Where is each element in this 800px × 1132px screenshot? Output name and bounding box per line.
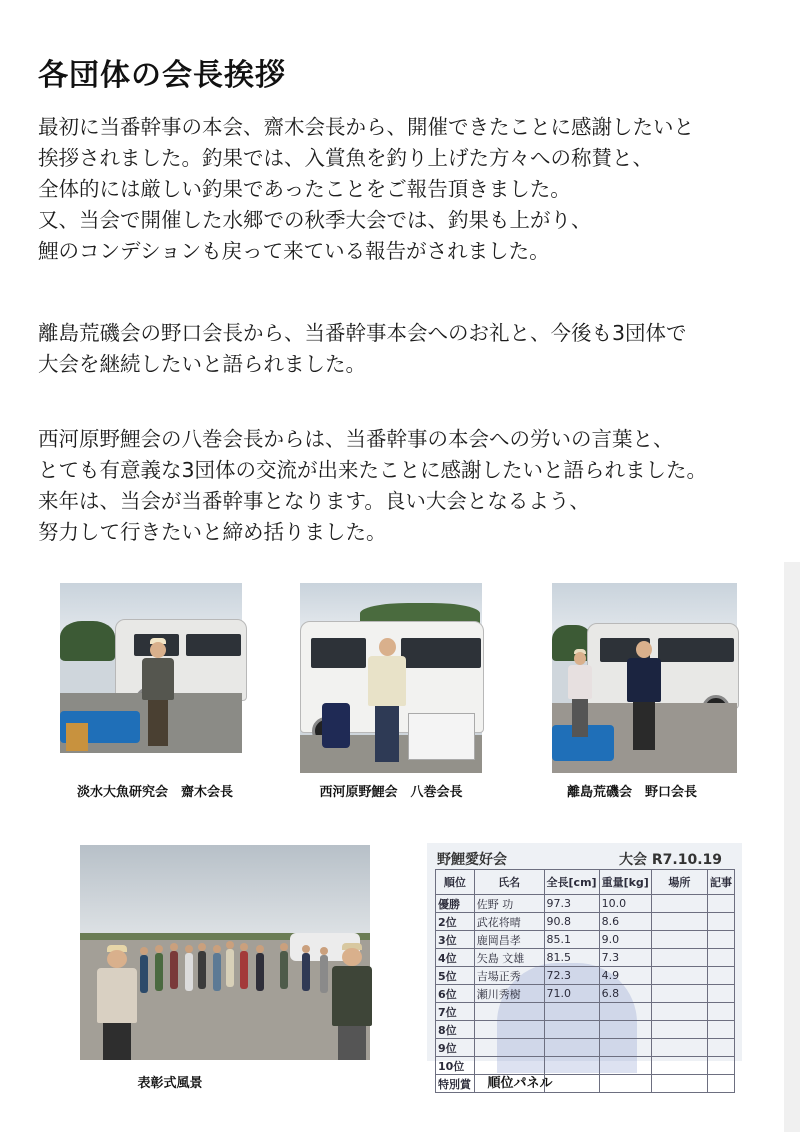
rank-name: 佐野 功	[474, 895, 544, 913]
panel-date: 大会 R7.10.19	[619, 852, 722, 868]
rank-length	[544, 1021, 599, 1039]
rank-place	[651, 895, 707, 913]
rank-name	[474, 1039, 544, 1057]
photo-award-ceremony	[80, 845, 370, 1060]
rank-length	[544, 1003, 599, 1021]
rank-position: 3位	[436, 931, 475, 949]
rank-length: 85.1	[544, 931, 599, 949]
rank-note	[708, 967, 735, 985]
rank-weight	[599, 1039, 651, 1057]
text-line: とても有意義な3団体の交流が出来たことに感謝したいと語られました。	[38, 458, 708, 482]
rank-place	[651, 913, 707, 931]
text-line: 西河原野鯉会の八巻会長からは、当番幹事の本会への労いの言葉と、	[38, 427, 674, 451]
table-row	[436, 985, 735, 1003]
table-row	[436, 931, 735, 949]
rank-position: 4位	[436, 949, 475, 967]
rank-note	[708, 931, 735, 949]
rank-weight	[599, 1075, 651, 1093]
column-header: 氏名	[474, 870, 544, 895]
table-row	[436, 1039, 735, 1057]
rank-length	[544, 1039, 599, 1057]
rank-position: 8位	[436, 1021, 475, 1039]
rank-weight: 10.0	[599, 895, 651, 913]
column-header: 記事	[708, 870, 735, 895]
table-row	[436, 895, 735, 913]
rank-place	[651, 1021, 707, 1039]
text-line: 大会を継続したいと語られました。	[38, 352, 366, 376]
rank-weight: 6.8	[599, 985, 651, 1003]
rank-length: 72.3	[544, 967, 599, 985]
rank-length: 90.8	[544, 913, 599, 931]
rank-place	[651, 1057, 707, 1075]
photo-noguchi-chairman	[552, 583, 737, 773]
rank-name: 矢島 文雄	[474, 949, 544, 967]
rank-position: 7位	[436, 1003, 475, 1021]
rank-note	[708, 895, 735, 913]
rank-note	[708, 913, 735, 931]
rank-length: 81.5	[544, 949, 599, 967]
panel-group-name: 野鯉愛好会	[437, 852, 507, 868]
text-line: 又、当会で開催した水郷での秋季大会では、釣果も上がり、	[38, 208, 592, 232]
table-row	[436, 913, 735, 931]
table-row	[436, 1021, 735, 1039]
ranking-table	[435, 869, 735, 1093]
paragraph-2	[38, 318, 778, 380]
rank-name: 瀬川秀樹	[474, 985, 544, 1003]
photo-caption: 表彰式風景	[137, 1076, 203, 1091]
rank-note	[708, 949, 735, 967]
rank-place	[651, 1039, 707, 1057]
rank-note	[708, 985, 735, 1003]
rank-name	[474, 1021, 544, 1039]
text-line: 努力して行きたいと締め括りました。	[38, 520, 387, 544]
paragraph-3	[38, 424, 778, 548]
rank-weight	[599, 1057, 651, 1075]
rank-place	[651, 985, 707, 1003]
rank-position: 10位	[436, 1057, 475, 1075]
page-edge-shade	[784, 562, 800, 1132]
rank-note	[708, 1021, 735, 1039]
panel-header	[437, 849, 732, 867]
rank-position: 2位	[436, 913, 475, 931]
rank-note	[708, 1057, 735, 1075]
photo-caption: 離島荒磯会 野口会長	[566, 785, 697, 800]
photo-yamaki-chairman	[300, 583, 482, 773]
column-header: 順位	[436, 870, 475, 895]
table-row	[436, 967, 735, 985]
paragraph-1	[38, 112, 778, 267]
rank-weight: 8.6	[599, 913, 651, 931]
text-line: 挨拶されました。釣果では、入賞魚を釣り上げた方々への称賛と、	[38, 146, 653, 170]
rank-weight: 9.0	[599, 931, 651, 949]
rank-name	[474, 1003, 544, 1021]
text-line: 最初に当番幹事の本会、齋木会長から、開催できたことに感謝したいと	[38, 115, 694, 139]
rank-weight: 4.9	[599, 967, 651, 985]
text-line: 離島荒磯会の野口会長から、当番幹事本会へのお礼と、今後も3団体で	[38, 321, 687, 345]
rank-length: 97.3	[544, 895, 599, 913]
rank-weight	[599, 1021, 651, 1039]
photo-caption: 淡水大魚研究会 齋木会長	[76, 785, 233, 800]
rank-place	[651, 949, 707, 967]
rank-position: 特別賞	[436, 1075, 475, 1093]
rank-weight: 7.3	[599, 949, 651, 967]
text-line: 全体的には厳しい釣果であったことをご報告頂きました。	[38, 177, 571, 201]
photo-caption: 順位パネル	[487, 1076, 553, 1091]
rank-place	[651, 1003, 707, 1021]
rank-name: 鹿岡昌孝	[474, 931, 544, 949]
text-line: 来年は、当会が当番幹事となります。良い大会となるよう、	[38, 489, 590, 513]
text-line: 鯉のコンデションも戻って来ている報告がされました。	[38, 239, 550, 263]
rank-place	[651, 967, 707, 985]
rank-position: 9位	[436, 1039, 475, 1057]
table-row	[436, 1003, 735, 1021]
rank-position: 6位	[436, 985, 475, 1003]
column-header: 重量[kg]	[599, 870, 651, 895]
page-title: 各団体の会長挨拶	[38, 58, 286, 93]
rank-note	[708, 1003, 735, 1021]
rank-position: 5位	[436, 967, 475, 985]
photo-saiki-chairman	[60, 583, 242, 753]
rank-note	[708, 1039, 735, 1057]
rank-place	[651, 1075, 707, 1093]
rank-length: 71.0	[544, 985, 599, 1003]
rank-name: 武花将晴	[474, 913, 544, 931]
photo-caption: 西河原野鯉会 八巻会長	[319, 785, 463, 800]
rank-name: 吉場正秀	[474, 967, 544, 985]
column-header: 全長[cm]	[544, 870, 599, 895]
rank-position: 優勝	[436, 895, 475, 913]
table-row	[436, 949, 735, 967]
column-header: 場所	[651, 870, 707, 895]
rank-note	[708, 1075, 735, 1093]
rank-weight	[599, 1003, 651, 1021]
rank-place	[651, 931, 707, 949]
